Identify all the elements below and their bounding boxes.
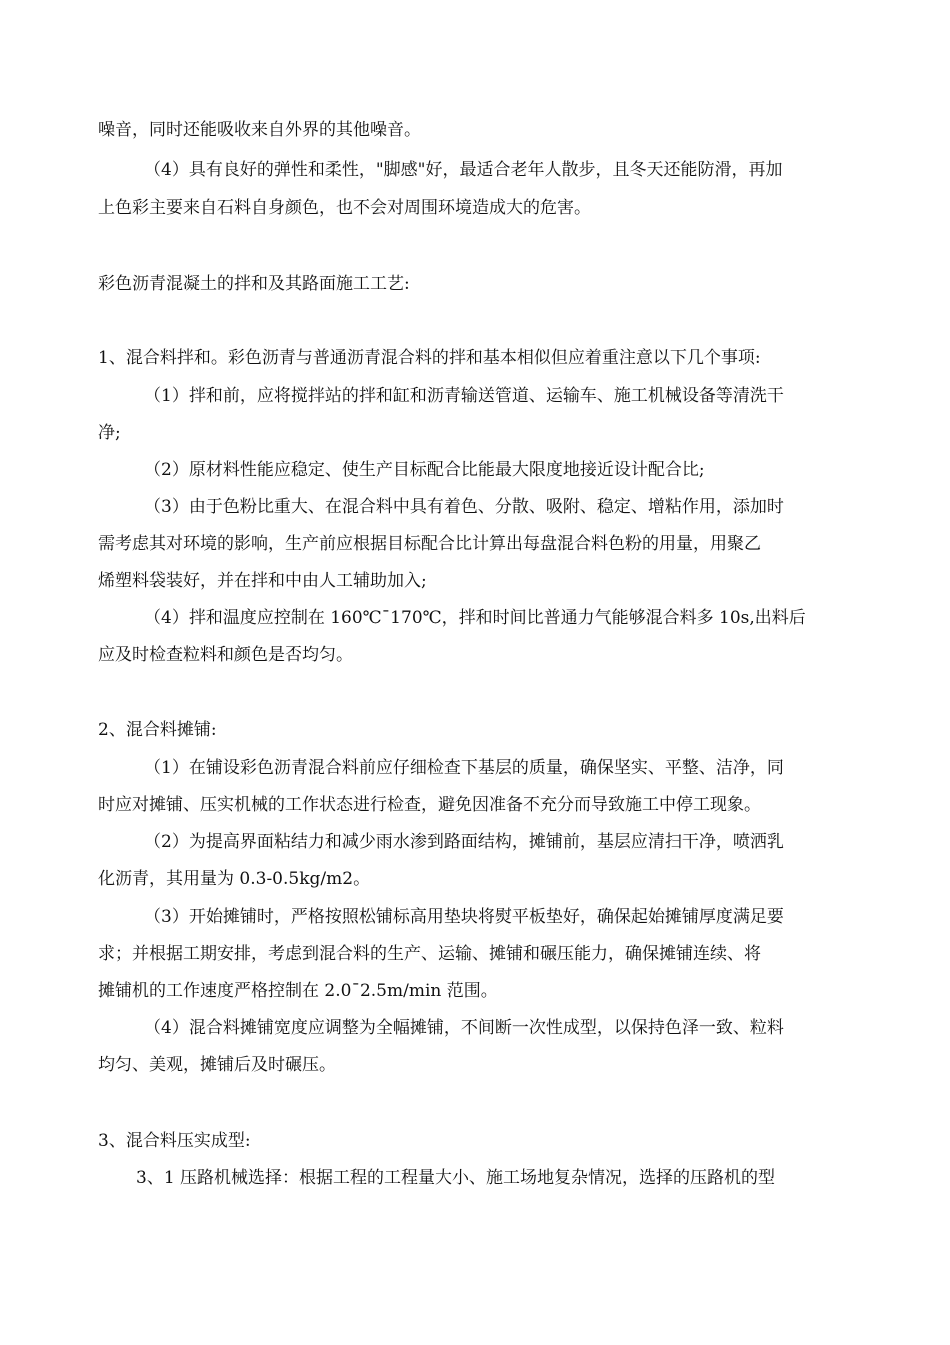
text-line: （2）为提高界面粘结力和减少雨水渗到路面结构，摊铺前，基层应清扫干净，喷洒乳 <box>144 832 784 852</box>
text-line: 均匀、美观，摊铺后及时碾压。 <box>98 1055 336 1075</box>
text-line: （3）由于色粉比重大、在混合料中具有着色、分散、吸附、稳定、增粘作用，添加时 <box>144 497 784 517</box>
text-line: 求；并根据工期安排，考虑到混合料的生产、运输、摊铺和碾压能力，确保摊铺连续、将 <box>98 944 761 964</box>
text-line: （1）在铺设彩色沥青混合料前应仔细检查下基层的质量，确保坚实、平整、洁净，同 <box>144 758 784 778</box>
text-line: 上色彩主要来自石料自身颜色，也不会对周围环境造成大的危害。 <box>98 198 591 218</box>
section-heading: 彩色沥青混凝土的拌和及其路面施工工艺: <box>98 274 410 294</box>
text-line: 烯塑料袋装好，并在拌和中由人工辅助加入; <box>98 571 427 591</box>
text-line: 需考虑其对环境的影响，生产前应根据目标配合比计算出每盘混合料色粉的用量，用聚乙 <box>98 534 761 554</box>
section-heading: 3、混合料压实成型: <box>98 1131 251 1151</box>
text-line: （2）原材料性能应稳定、使生产目标配合比能最大限度地接近设计配合比; <box>144 460 705 480</box>
text-line: 化沥青，其用量为 0.3-0.5kg/m2。 <box>98 869 371 889</box>
text-line: 摊铺机的工作速度严格控制在 2.0¯2.5m/min 范围。 <box>98 981 498 1001</box>
text-line: 3、1 压路机械选择：根据工程的工程量大小、施工场地复杂情况，选择的压路机的型 <box>136 1168 776 1188</box>
text-line: 时应对摊铺、压实机械的工作状态进行检查，避免因准备不充分而导致施工中停工现象。 <box>98 795 761 815</box>
text-line: 噪音，同时还能吸收来自外界的其他噪音。 <box>98 120 421 140</box>
text-line: 净; <box>98 423 121 443</box>
text-line: （4）具有良好的弹性和柔性，"脚感"好，最适合老年人散步，且冬天还能防滑，再加 <box>144 160 783 180</box>
text-line: （1）拌和前，应将搅拌站的拌和缸和沥青输送管道、运输车、施工机械设备等清洗干 <box>144 386 784 406</box>
text-line: （4）拌和温度应控制在 160℃¯170℃，拌和时间比普通力气能够混合料多 10s,出料后 <box>144 608 806 628</box>
section-heading: 2、混合料摊铺: <box>98 720 217 740</box>
text-line: 应及时检查粒料和颜色是否均匀。 <box>98 645 353 665</box>
text-line: （4）混合料摊铺宽度应调整为全幅摊铺，不间断一次性成型，以保持色泽一致、粒料 <box>144 1018 784 1038</box>
text-line: （3）开始摊铺时，严格按照松铺标高用垫块将熨平板垫好，确保起始摊铺厚度满足要 <box>144 907 784 927</box>
section-heading: 1、混合料拌和。彩色沥青与普通沥青混合料的拌和基本相似但应着重注意以下几个事项: <box>98 348 761 368</box>
